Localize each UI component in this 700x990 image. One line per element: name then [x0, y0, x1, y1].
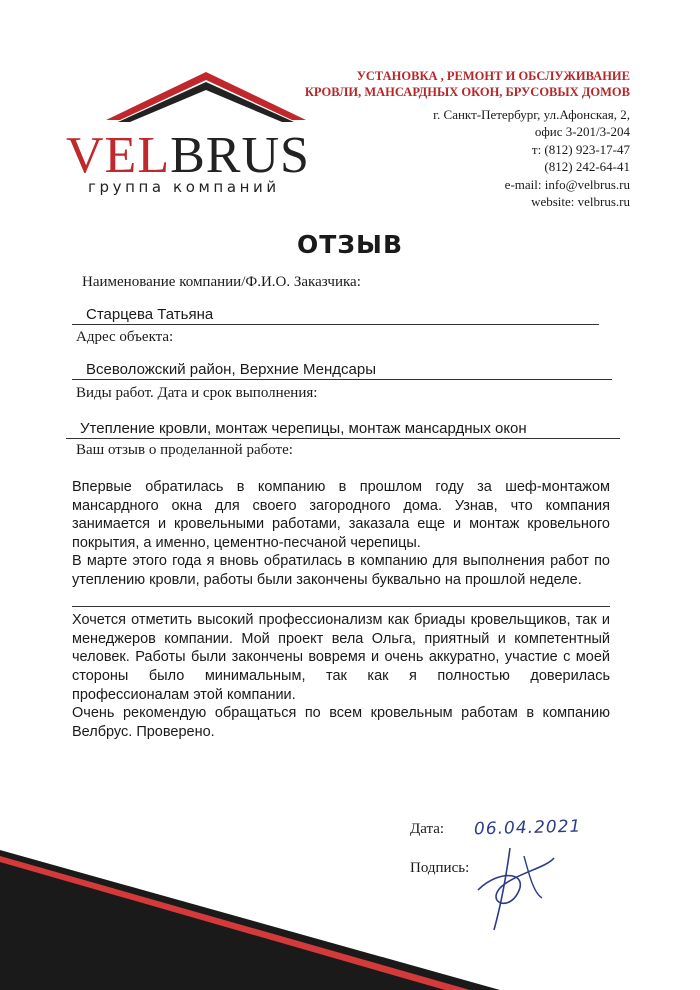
date-label: Дата: [410, 821, 445, 837]
logo-tagline: группа компаний [88, 178, 280, 196]
customer-value: Старцева Татьяна [72, 306, 599, 325]
company-logo [66, 66, 316, 201]
customer-label: Наименование компании/Ф.И.О. Заказчика: [82, 274, 361, 290]
phone-1: т: (812) 923-17-47 [531, 141, 630, 157]
review-paragraph-4: Очень рекомендую обращаться по всем кровельным работам в компанию Велбрус. Проверено. [72, 705, 610, 740]
page-title: ОТЗЫВ [296, 230, 404, 259]
services-line-1: УСТАНОВКА , РЕМОНТ И ОБСЛУЖИВАНИЕ [356, 69, 630, 83]
roof-logo-icon [106, 66, 306, 126]
address-value: Всеволожский район, Верхние Мендсары [72, 361, 612, 380]
date-value-handwritten: 06.04.2021 [473, 816, 582, 840]
address-line-2: офис 3-201/3-204 [534, 124, 630, 140]
services-line-2: КРОВЛИ, МАНСАРДНЫХ ОКОН, БРУСОВЫХ ДОМОВ [304, 85, 630, 99]
blank-line [72, 589, 610, 608]
address-line-1: г. Санкт-Петербург, ул.Афонская, 2, [433, 107, 630, 122]
review-paragraph-2: В марте этого года я вновь обратилась в компанию для выполнения работ по утеплению кровли, работы были закончены буквально на прошлой неделе. [72, 553, 610, 588]
address-label: Адрес объекта: [76, 329, 174, 345]
logo-wordmark: VELBRUS [66, 127, 310, 184]
review-label: Ваш отзыв о проделанной работе: [76, 442, 293, 458]
review-body [72, 478, 610, 741]
signature-label: Подпись: [410, 860, 470, 876]
website: website: velbrus.ru [531, 194, 630, 210]
review-paragraph-1: Впервые обратилась в компанию в прошлом году за шеф-монтажом мансардного окна для своего загородного дома. Узнав, что компания занимается и кровельными работами, заказала еще и монтаж кровельного покрытия, а именно, цементно-песчаной черепицы. [72, 479, 610, 551]
email: e-mail: info@velbrus.ru [504, 176, 630, 192]
review-paragraph-3: Хочется отметить высокий профессионализм как бриады кровельщиков, так и менеджеров компании. Мой проект вела Ольга, приятный и компетентный человек. Работы были закончены вовремя и очень аккуратно, участие с моей стороны было минимальным, так как я полностью доверилась профессионалам этой компании. [72, 612, 610, 703]
company-contacts [300, 68, 630, 210]
handwritten-signature-graphic [470, 838, 570, 938]
services-heading [300, 68, 630, 100]
works-label: Виды работ. Дата и срок выполнения: [76, 385, 318, 401]
works-value: Утепление кровли, монтаж черепицы, монтаж мансардных окон [66, 420, 620, 439]
phone-2: (812) 242-64-41 [544, 159, 630, 175]
